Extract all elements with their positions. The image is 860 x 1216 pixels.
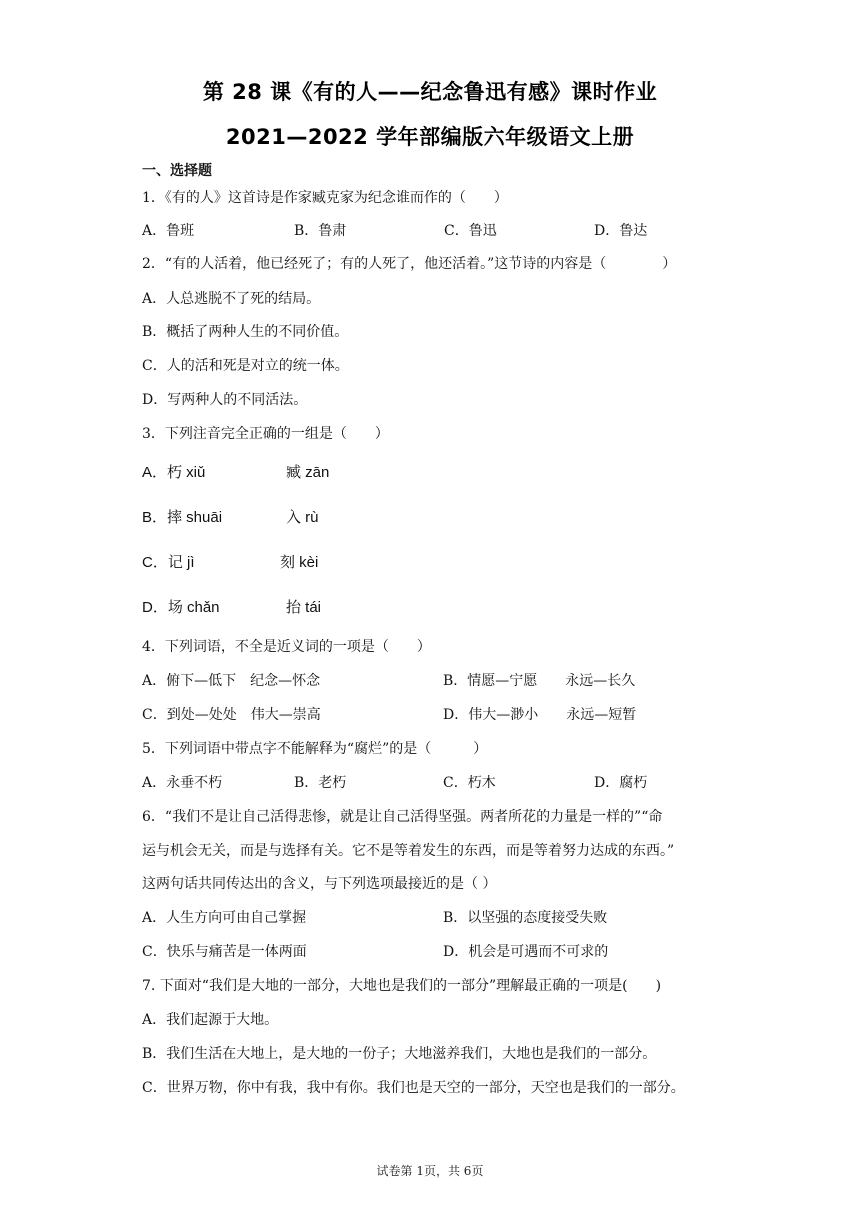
- question-1-stem: 1．《有的人》这首诗是作家臧克家为纪念谁而作的（ ）: [142, 190, 508, 206]
- q1-option-b: B．鲁肃: [294, 223, 347, 239]
- question-7-stem: 7. 下面对“我们是大地的一部分，大地也是我们的一部分”理解最正确的一项是( ): [142, 978, 662, 994]
- q5-option-a: A．永垂不朽: [142, 775, 223, 791]
- q6-option-a: A．人生方向可由自己掌握: [142, 910, 307, 926]
- q4-option-b: B．情愿—宁愿 永远—长久: [443, 673, 636, 689]
- q6-option-b: B．以坚强的态度接受失败: [443, 910, 608, 926]
- q2-option-c: C．人的活和死是对立的统一体。: [142, 358, 349, 374]
- q5-option-d: D．腐朽: [594, 775, 648, 791]
- question-4-stem: 4．下列词语，不全是近义词的一项是（ ）: [142, 639, 431, 655]
- q6-option-c: C．快乐与痛苦是一体两面: [142, 944, 307, 960]
- q1-option-a: A．鲁班: [142, 223, 195, 239]
- q2-option-a: A．人总逃脱不了死的结局。: [142, 291, 321, 307]
- section-heading: 一、选择题: [142, 163, 212, 179]
- page-title: 第 28 课《有的人——纪念鲁迅有感》课时作业: [202, 80, 658, 104]
- question-3-stem: 3．下列注音完全正确的一组是（ ）: [142, 426, 389, 442]
- q4-option-a: A．俯下—低下 纪念—怀念: [142, 673, 321, 689]
- page-subtitle: 2021—2022 学年部编版六年级语文上册: [225, 125, 635, 149]
- question-5-stem: 5．下列词语中带点字不能解释为“腐烂”的是（ ）: [142, 741, 488, 757]
- question-6-line-1: 6．“我们不是让自己活得悲惨，就是让自己活得坚强。两者所花的力量是一样的”“命: [142, 809, 663, 825]
- q7-option-b: B．我们生活在大地上，是大地的一份子；大地滋养我们，大地也是我们的一部分。: [142, 1046, 657, 1062]
- question-2-stem: 2．“有的人活着，他已经死了；有的人死了，他还活着。”这节诗的内容是（ ）: [142, 256, 677, 272]
- q5-option-b: B．老朽: [294, 775, 347, 791]
- q6-option-d: D．机会是可遇而不可求的: [443, 944, 609, 960]
- q4-option-c: C．到处—处处 伟大—崇高: [142, 707, 321, 723]
- q3-option-d-second: 抬 tái: [286, 599, 322, 616]
- q7-option-a: A．我们起源于大地。: [142, 1012, 279, 1028]
- q3-option-a-first: A．朽 xiǔ: [142, 464, 206, 481]
- q2-option-d: D．写两种人的不同活法。: [142, 392, 308, 408]
- q4-option-d: D．伟大—渺小 永远—短暂: [443, 707, 637, 723]
- question-6-line-2: 运与机会无关，而是与选择有关。它不是等着发生的东西，而是等着努力达成的东西。”: [142, 843, 675, 859]
- question-6-line-3: 这两句话共同传达出的含义，与下列选项最接近的是（ ）: [142, 876, 497, 892]
- q2-option-b: B．概括了两种人生的不同价值。: [142, 324, 349, 340]
- q3-option-b-first: B．摔 shuāi: [142, 509, 223, 526]
- q1-option-d: D．鲁达: [594, 223, 648, 239]
- q7-option-c: C．世界万物，你中有我，我中有你。我们也是天空的一部分，天空也是我们的一部分。: [142, 1080, 685, 1096]
- q3-option-d-first: D．场 chǎn: [142, 599, 220, 616]
- page-footer: 试卷第 1页，共 6页: [376, 1164, 484, 1178]
- q3-option-c-second: 刻 kèi: [280, 554, 319, 571]
- q1-option-c: C．鲁迅: [444, 223, 497, 239]
- q5-option-c: C．朽木: [443, 775, 496, 791]
- q3-option-c-first: C．记 jì: [142, 554, 195, 571]
- q3-option-a-second: 臧 zān: [286, 464, 330, 481]
- q3-option-b-second: 入 rù: [286, 509, 319, 526]
